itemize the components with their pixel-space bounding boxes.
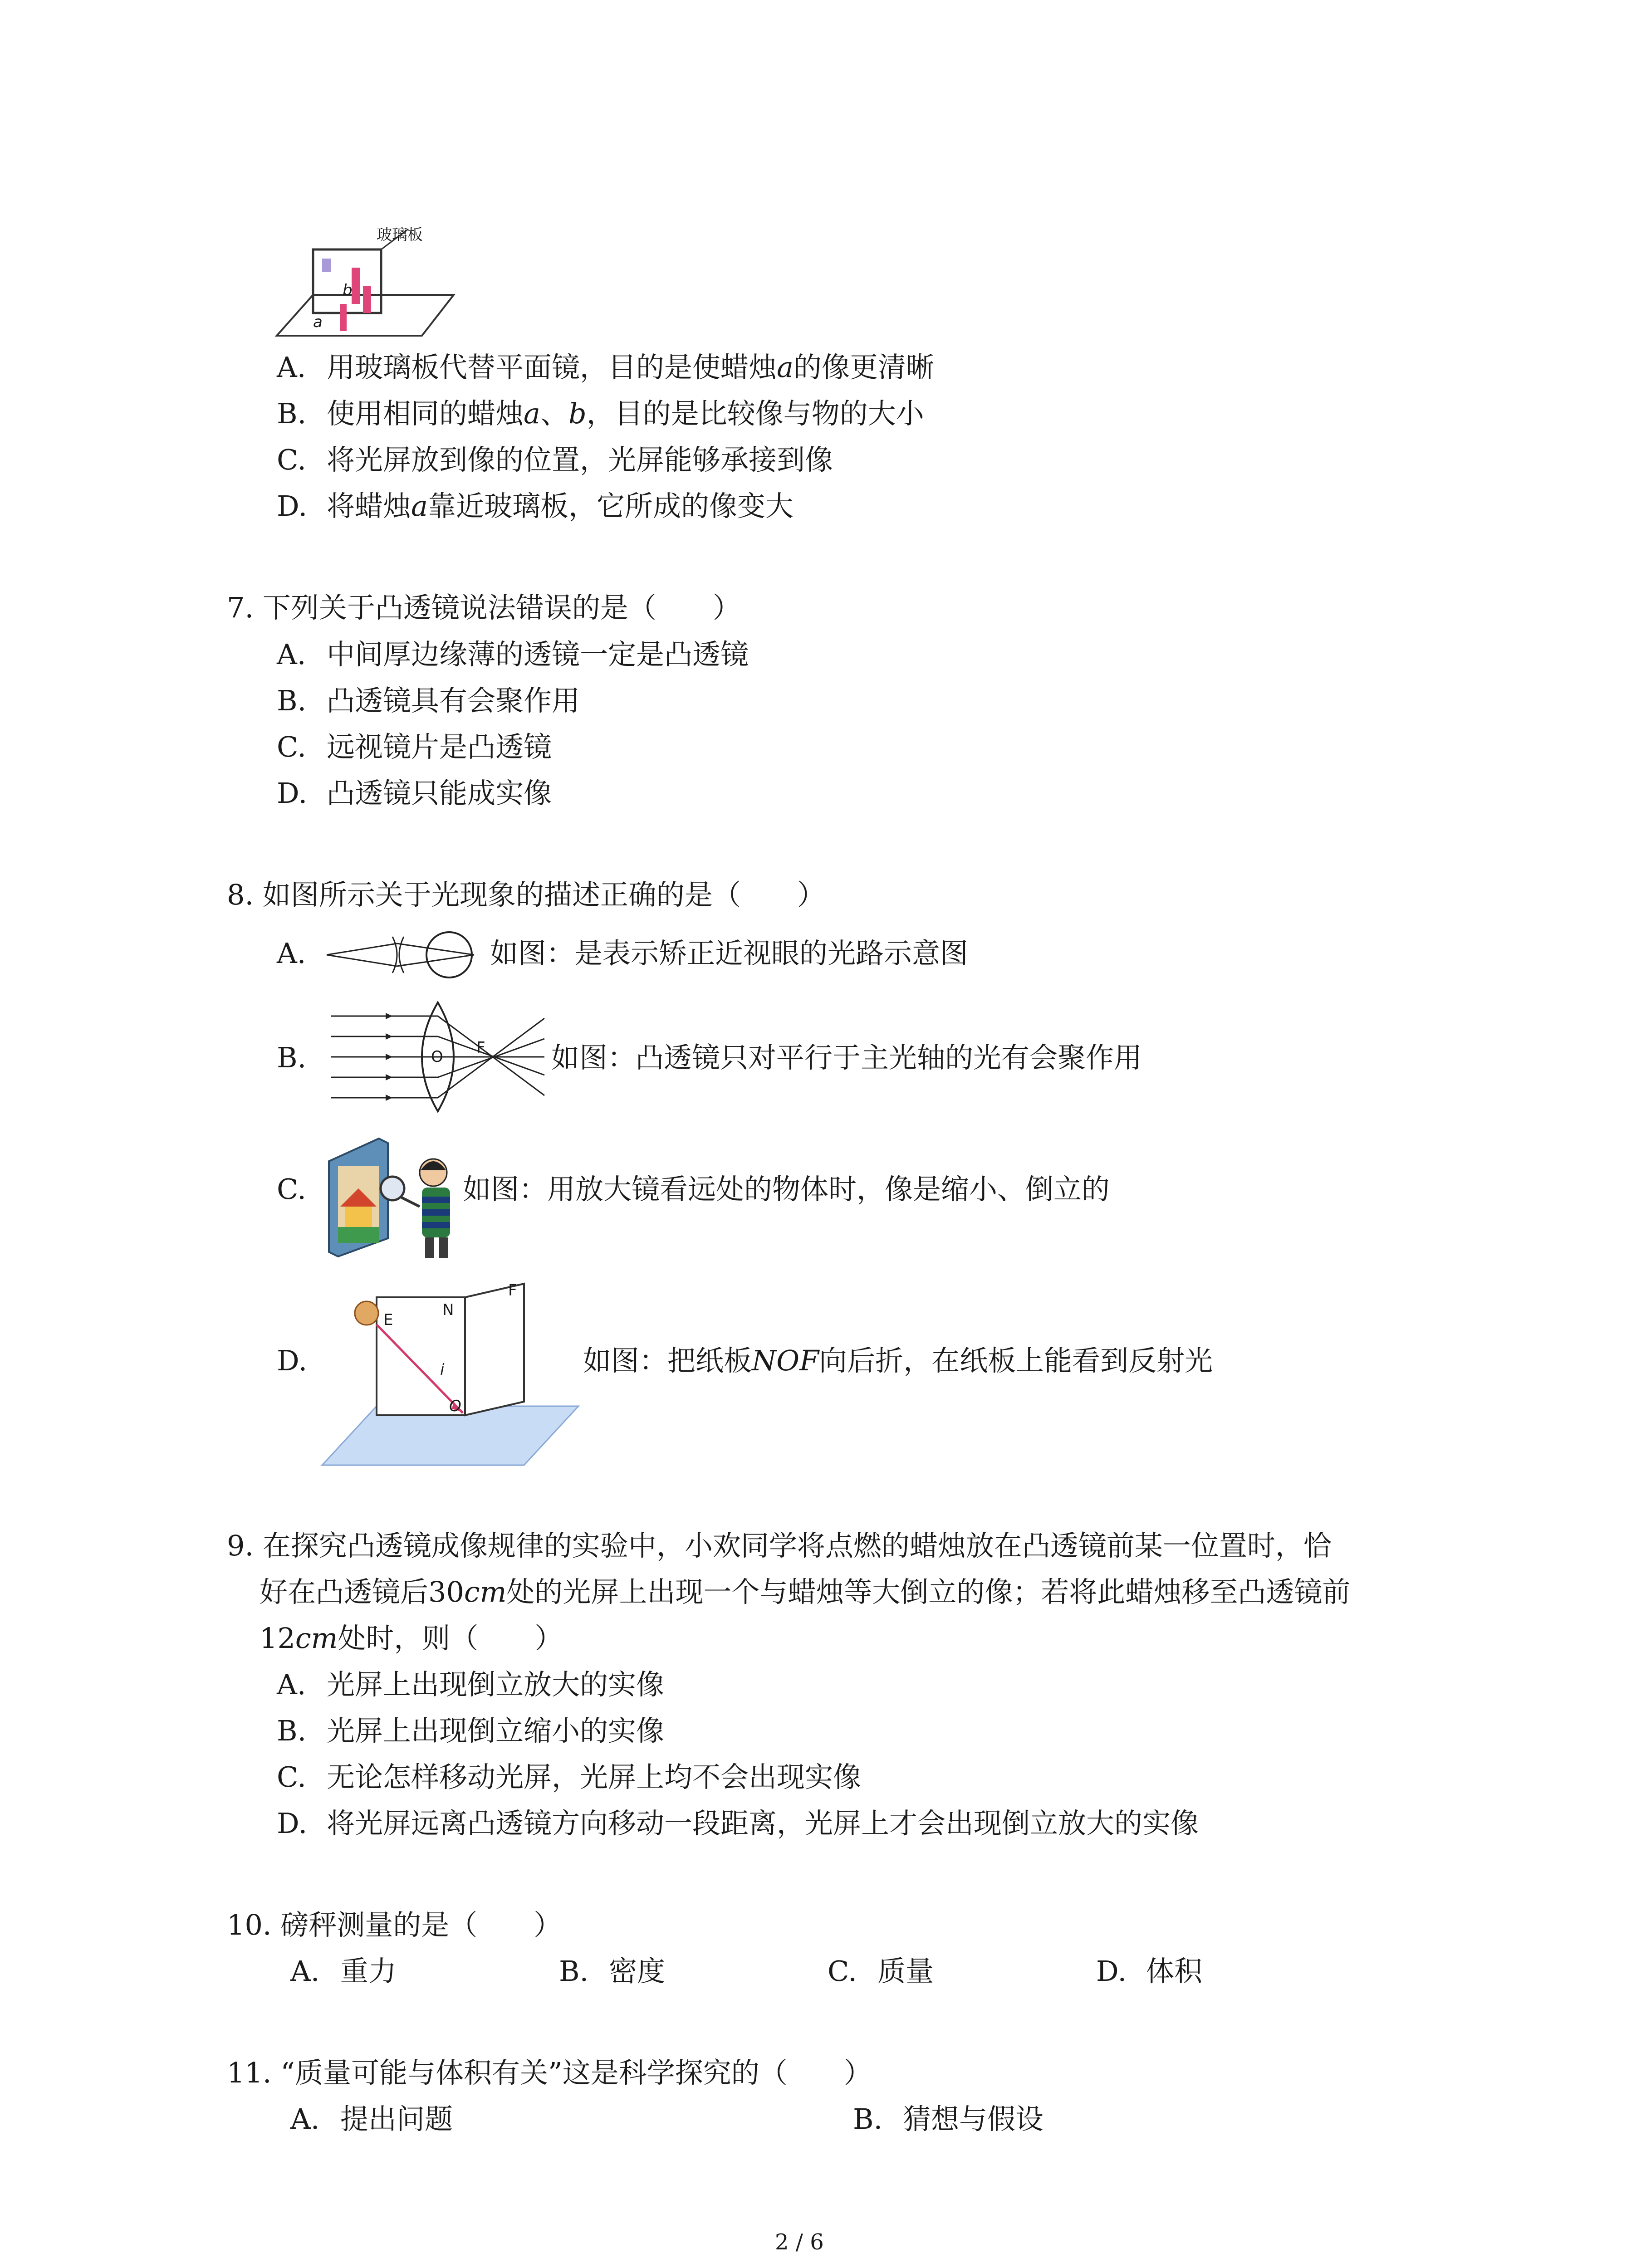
q6-option-d: D. 将蜡烛a靠近玻璃板，它所成的像变大 — [277, 489, 794, 523]
q8-option-c-text: 如图：用放大镜看远处的物体时，像是缩小、倒立的 — [463, 1173, 1110, 1206]
q6-option-c: C. 将光屏放到像的位置，光屏能够承接到像 — [277, 443, 833, 476]
q6-option-a: A. 用玻璃板代替平面镜，目的是使蜡烛a的像更清晰 — [277, 351, 934, 384]
q11-stem: 11. “质量可能与体积有关”这是科学探究的（ ） — [227, 2056, 872, 2089]
q8-option-a-text: 如图：是表示矫正近视眼的光路示意图 — [490, 937, 969, 970]
q11-option-a: A. 提出问题 — [290, 2102, 453, 2136]
figure-label-n: N — [442, 1301, 454, 1319]
myopia-correction-figure — [324, 930, 492, 980]
q9-option-d: D. 将光屏远离凸透镜方向移动一段距离，光屏上才会出现倒立放大的实像 — [277, 1807, 1199, 1840]
q9-option-b: B. 光屏上出现倒立缩小的实像 — [277, 1714, 665, 1747]
q8-option-d-label: D. — [277, 1344, 308, 1377]
q9-option-a: A. 光屏上出现倒立放大的实像 — [277, 1668, 665, 1701]
q9-stem-line1: 9. 在探究凸透镜成像规律的实验中，小欢同学将点燃的蜡烛放在凸透镜前某一位置时，恰 — [227, 1529, 1332, 1562]
q10-option-c: C. 质量 — [828, 1955, 934, 1988]
q9-option-c: C. 无论怎样移动光屏，光屏上均不会出现实像 — [277, 1760, 862, 1794]
q7-option-a: A. 中间厚边缘薄的透镜一定是凸透镜 — [277, 638, 749, 671]
figure-label-i: i — [440, 1361, 445, 1379]
figure-label-f: F — [476, 1039, 485, 1057]
q9-stem-line3: 12cm处时，则（ ） — [260, 1622, 563, 1655]
figure-label-b: b — [343, 281, 353, 299]
figure-label-o: O — [431, 1048, 443, 1066]
figure-label-f2: F — [508, 1281, 517, 1300]
q7-option-c: C. 远视镜片是凸透镜 — [277, 730, 552, 763]
glass-plate-candle-figure — [272, 213, 463, 340]
page-number: 2 / 6 — [775, 2229, 824, 2255]
q8-stem: 8. 如图所示关于光现象的描述正确的是（ ） — [227, 878, 825, 911]
figure-label-e: E — [383, 1311, 393, 1329]
q8-option-b-text: 如图：凸透镜只对平行于主光轴的光有会聚作用 — [551, 1041, 1142, 1074]
q8-option-a-label: A. — [277, 937, 306, 970]
q8-option-b-label: B. — [277, 1041, 307, 1074]
figure-label-a: a — [313, 313, 323, 331]
q7-option-b: B. 凸透镜具有会聚作用 — [277, 684, 580, 717]
q7-option-d: D. 凸透镜只能成实像 — [277, 777, 552, 810]
q8-option-c-label: C. — [277, 1173, 306, 1206]
q6-option-b: B. 使用相同的蜡烛a、b，目的是比较像与物的大小 — [277, 397, 924, 430]
q9-stem-line2: 好在凸透镜后30cm处的光屏上出现一个与蜡烛等大倒立的像；若将此蜡烛移至凸透镜前 — [260, 1575, 1351, 1608]
q7-stem: 7. 下列关于凸透镜说法错误的是（ ） — [227, 591, 741, 624]
q11-option-b: B. 猜想与假设 — [853, 2102, 1044, 2136]
q10-option-b: B. 密度 — [559, 1955, 666, 1988]
magnifier-boy-figure — [320, 1134, 465, 1261]
q10-option-a: A. 重力 — [290, 1955, 397, 1988]
figure-label-glass: 玻璃板 — [377, 226, 423, 244]
q10-stem: 10. 磅秤测量的是（ ） — [227, 1908, 562, 1941]
reflection-board-figure — [318, 1270, 581, 1470]
q8-option-d-text: 如图：把纸板NOF向后折，在纸板上能看到反射光 — [583, 1344, 1213, 1377]
figure-label-o2: O — [449, 1397, 461, 1415]
q10-option-d: D. 体积 — [1096, 1955, 1203, 1988]
